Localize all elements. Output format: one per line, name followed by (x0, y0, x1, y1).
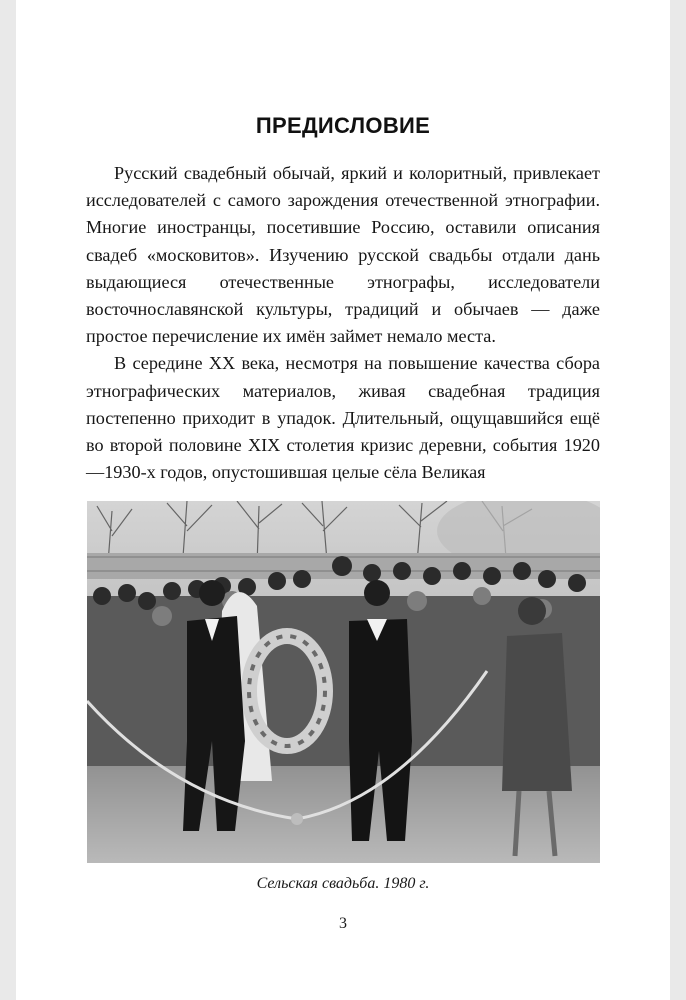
body-text (86, 160, 600, 486)
book-page (16, 0, 670, 1000)
paragraph-2: В середине XX века, несмотря на повышение качества сбора этнографических материалов, живая свадебная традиция постепенно приходит в упадок. Длительный, ощущавшийся ещё во второй половине XIX столетия кризис деревни, события 1920—1930-х годов, опустошившая целые сёла Великая (86, 353, 600, 483)
wedding-photo (87, 501, 600, 863)
photo-caption: Сельская свадьба. 1980 г. (256, 875, 430, 892)
page-number: 3 (339, 915, 347, 932)
page-title: ПРЕДИСЛОВИЕ (255, 113, 431, 138)
paragraph-1: Русский свадебный обычай, яркий и колоритный, привлекает исследователей с самого зарождения отечественной этнографии. Многие иностранцы, посетившие Россию, оставили описания свадеб «московитов». Изучению русской свадьбы отдали дань выдающиеся отечественные этнографы, исследователи восточнославянской культуры, традиций и обычаев — даже простое перечисление их имён займет немало места. (86, 163, 600, 347)
